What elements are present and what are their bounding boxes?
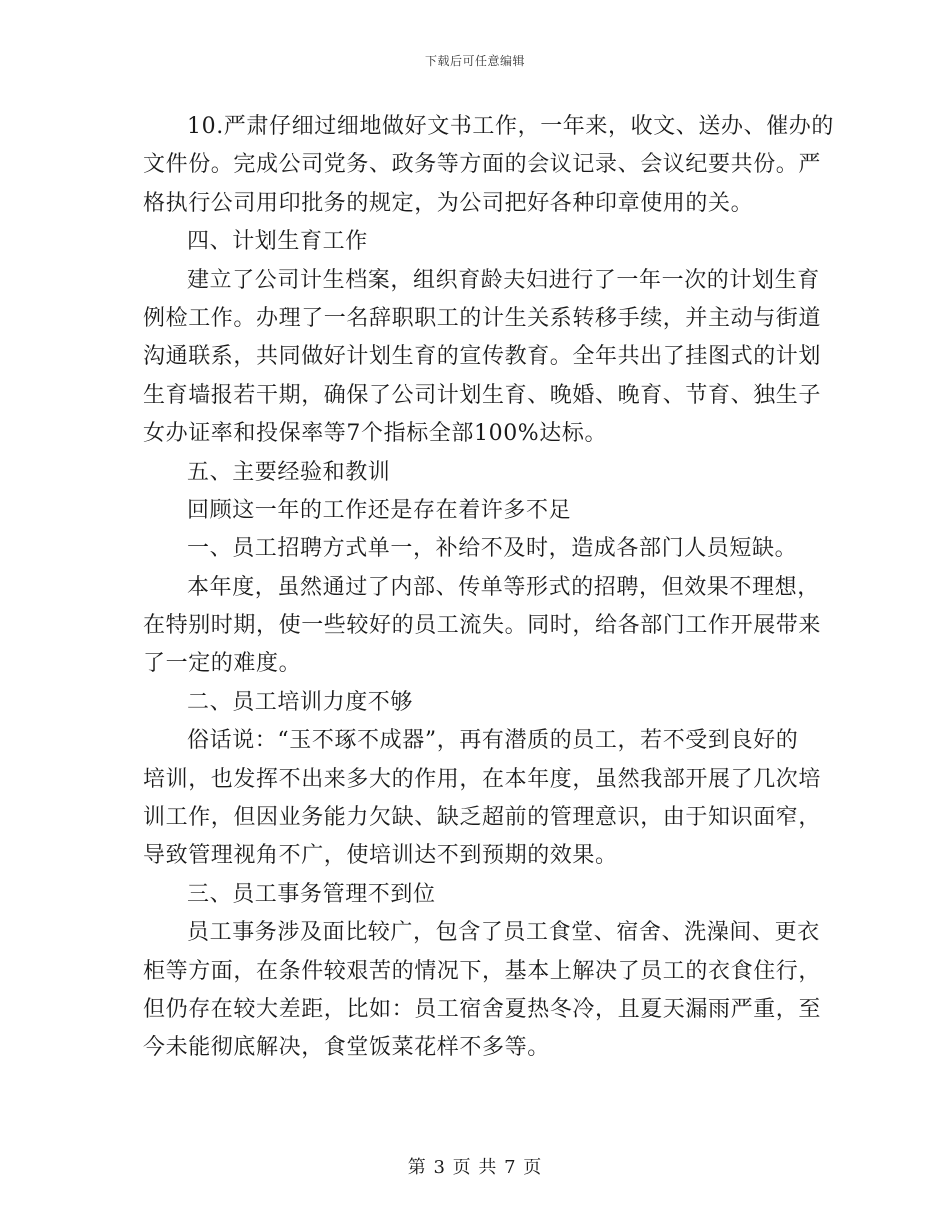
text-line: 今未能彻底解决，食堂饭菜花样不多等。 [143, 1035, 550, 1061]
text-line: 女办证率和投保率等7个指标全部100%达标。 [143, 421, 608, 447]
text-line: 建立了公司计生档案，组织育龄夫妇进行了一年一次的计划生育 [187, 267, 820, 293]
text-line: 导致管理视角不广，使培训达不到预期的效果。 [143, 843, 618, 869]
document-body [143, 108, 834, 1068]
text-line: 一、员工招聘方式单一，补给不及时，造成各部门人员短缺。 [187, 536, 798, 562]
text-line: 但仍存在较大差距，比如：员工宿舍夏热冬冷，且夏天漏雨严重，至 [143, 996, 822, 1022]
text-line: 生育墙报若干期，确保了公司计划生育、晚婚、晚育、节育、独生子 [143, 382, 822, 408]
text-line: 格执行公司用印批务的规定，为公司把好各种印章使用的关。 [143, 190, 754, 216]
text-line: 文件份。完成公司党务、政务等方面的会议记录、会议纪要共份。严 [143, 152, 822, 178]
text-line: 俗话说：“玉不琢不成器”，再有潜质的员工，若不受到良好的 [187, 728, 799, 754]
text-line: 在特别时期，使一些较好的员工流失。同时，给各部门工作开展带来 [143, 613, 822, 639]
text-line: 员工事务涉及面比较广，包含了员工食堂、宿舍、洗澡间、更衣 [187, 920, 820, 946]
text-line: 五、主要经验和教训 [187, 459, 391, 485]
text-line: 三、员工事务管理不到位 [187, 881, 436, 907]
text-line: 柜等方面，在条件较艰苦的情况下，基本上解决了员工的衣食住行， [143, 958, 822, 984]
text-line: 沟通联系，共同做好计划生育的宣传教育。全年共出了挂图式的计划 [143, 344, 822, 370]
text-line: 了一定的难度。 [143, 651, 302, 677]
text-line: 例检工作。办理了一名辞职职工的计生关系转移手续，并主动与街道 [143, 305, 822, 331]
text-line: 培训，也发挥不出来多大的作用，在本年度，虽然我部开展了几次培 [143, 766, 822, 792]
text-line: 本年度，虽然通过了内部、传单等形式的招聘，但效果不理想， [187, 574, 820, 600]
text-line: 回顾这一年的工作还是存在着许多不足 [187, 497, 572, 523]
text-line: 训工作，但因业务能力欠缺、缺乏超前的管理意识，由于知识面窄， [143, 805, 822, 831]
page-header: 下载后可任意编辑 [424, 54, 525, 68]
text-line: 10.严肃仔细过细地做好文书工作，一年来，收文、送办、催办的 [187, 114, 834, 139]
page-number-footer: 第 3 页 共 7 页 [407, 1157, 543, 1178]
text-line: 二、员工培训力度不够 [187, 689, 414, 715]
text-line: 四、计划生育工作 [187, 229, 368, 255]
